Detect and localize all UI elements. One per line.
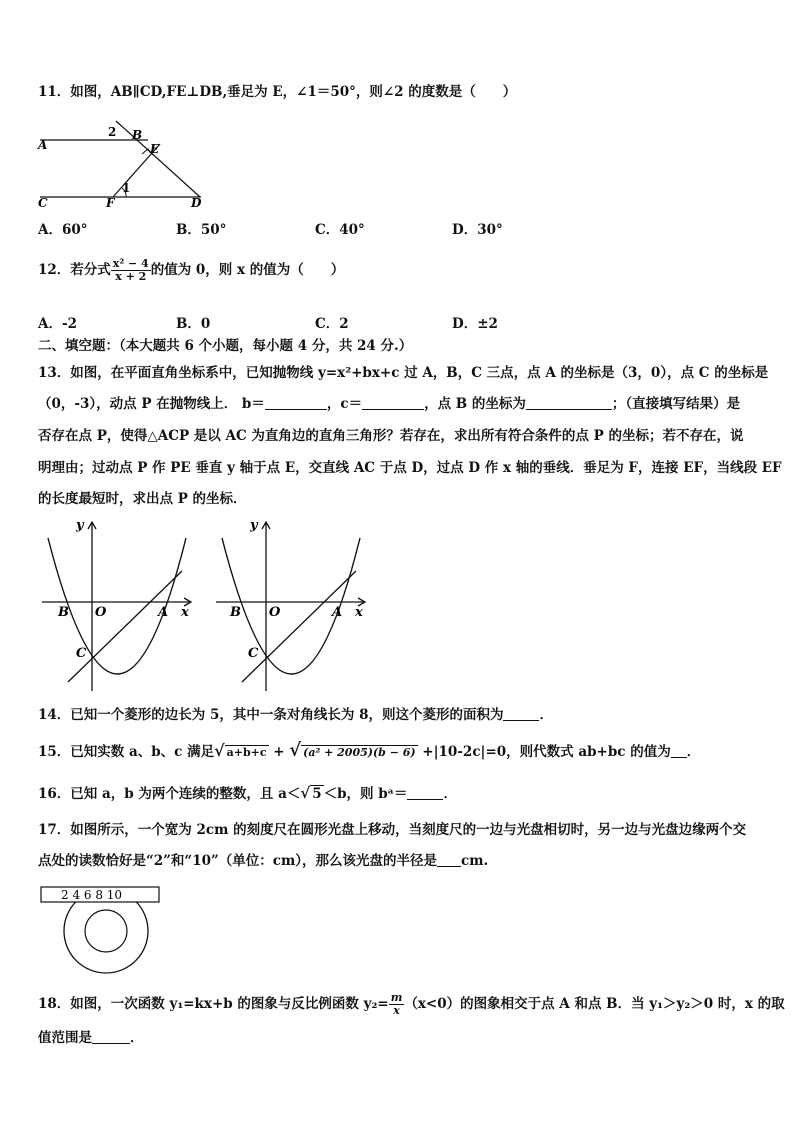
q15-plus: + <box>268 744 290 760</box>
q11-option-c[interactable]: C．40° <box>315 222 365 238</box>
q12-numerator: x² − 4 <box>112 257 149 270</box>
q12-pre: 12．若分式 <box>38 262 111 278</box>
q16-pre: 16．已知 a，b 为两个连续的整数，且 a＜ <box>38 786 301 802</box>
q13-left-y-label: y <box>76 518 84 533</box>
q11-figure <box>36 118 216 210</box>
q17-line1: 17．如图所示，一个宽为 2cm 的刻度尺在圆形光盘上移动，当刻度尺的一边与光盘相切时，另一边与光盘边缘两个交 <box>38 822 747 838</box>
q13-line1: 13．如图，在平面直角坐标系中，已知抛物线 y=x²+bx+c 过 A，B，C 三点，点 A 的坐标是（3，0），点 C 的坐标是 <box>38 365 769 381</box>
q11-stem: 11．如图，AB∥CD,FE⊥DB,垂足为 E，∠1＝50°，则∠2 的度数是（ ） <box>38 84 517 100</box>
q13-right-x-label: x <box>355 605 363 620</box>
q17-blank[interactable] <box>437 852 461 867</box>
q13-line5: 的长度最短时，求出点 P 的坐标． <box>38 491 247 507</box>
section-heading: 二、填空题：（本大题共 6 个小题，每小题 4 分，共 24 分.） <box>38 338 413 354</box>
q17-text: 点处的读数恰好是“2”和“10”（单位：cm），那么该光盘的半径是 <box>38 853 437 869</box>
q13-left-point-b: B <box>58 605 69 620</box>
q12-option-d[interactable]: D．±2 <box>452 316 498 332</box>
q13-graph-left <box>36 516 198 696</box>
q13-right-origin: O <box>269 605 281 620</box>
q13-blank-b[interactable] <box>265 395 327 410</box>
q13-text-b: （0，-3），动点 P 在抛物线上． b＝ <box>38 396 265 412</box>
q15-pre: 15．已知实数 a、b、c 满足 <box>38 744 215 760</box>
q17-unit: cm. <box>461 853 489 869</box>
q16-root: 5 <box>312 786 322 802</box>
q18-fraction <box>389 992 405 1017</box>
q11-label-C: C <box>38 196 48 210</box>
q13-left-point-c: C <box>76 646 87 661</box>
q11-label-E: E <box>150 142 160 156</box>
q11-option-a[interactable]: A．60° <box>38 222 88 238</box>
q13-right-y-label: y <box>250 518 258 533</box>
q18-numerator: m <box>390 991 403 1004</box>
q14-stem <box>38 706 553 724</box>
q16-end: ． <box>443 786 457 802</box>
q12-fraction <box>111 258 151 283</box>
q17-figure <box>36 884 162 976</box>
q16-post: ＜b，则 bᵃ＝ <box>323 786 408 802</box>
q13-line3: 否存在点 P，使得△ACP 是以 AC 为直角边的直角三角形？若存在，求出所有符合条件的点 P 的坐标；若不存在，说 <box>38 428 744 444</box>
q13-line4: 明理由；过动点 P 作 PE 垂直 y 轴于点 E，交直线 AC 于点 D，过点 D 作 x 轴的垂线．垂足为 F，连接 EF，当线段 EF <box>38 460 782 476</box>
q14-text: 14．已知一个菱形的边长为 5，其中一条对角线长为 8，则这个菱形的面积为 <box>38 707 504 723</box>
q11-angle-2: 2 <box>108 125 117 139</box>
q14-end: ． <box>539 707 553 723</box>
q16-stem: 16．已知 a，b 为两个连续的整数，且 a＜√ 5 ＜b，则 bᵃ＝ ． <box>38 784 457 802</box>
q13-blank-point-b[interactable] <box>526 395 612 410</box>
q17-ruler-readings: 2 4 6 8 10 <box>61 888 123 902</box>
q12-option-c[interactable]: C．2 <box>315 316 349 332</box>
q13-graph-right <box>210 516 372 696</box>
q18-blank[interactable] <box>92 1029 130 1044</box>
q13-text-point-b: ，点 B 的坐标为 <box>424 396 526 412</box>
q18-denominator: x <box>393 1004 400 1017</box>
q13-left-origin: O <box>95 605 107 620</box>
q12-stem <box>38 255 344 285</box>
q15-post: +|10-2c|=0，则代数式 ab+bc 的值为 <box>417 744 671 760</box>
q13-line2 <box>38 395 740 413</box>
q18-post: （x<0）的图象相交于点 A 和点 B．当 y₁＞y₂＞0 时，x 的取 <box>404 996 785 1012</box>
q11-option-d[interactable]: D．30° <box>452 222 503 238</box>
q13-blank-c[interactable] <box>362 395 424 410</box>
q13-text-direct: ；（直接填写结果）是 <box>611 396 741 412</box>
q12-option-a[interactable]: A．-2 <box>38 316 77 332</box>
q18-end: ． <box>130 1030 144 1046</box>
q11-label-F: F <box>106 196 115 210</box>
q13-left-x-label: x <box>181 605 189 620</box>
q18-line2 <box>38 1029 144 1047</box>
q12-denominator: x + 2 <box>115 270 147 283</box>
q13-right-point-a: A <box>332 605 343 620</box>
q15-stem: 15．已知实数 a、b、c 满足√ a+b+c + √ (a² + 2005)(b − 6) +|10-2c|=0，则代数式 ab+bc 的值为 ． <box>38 740 701 761</box>
q13-left-point-a: A <box>158 605 169 620</box>
q15-root2: (a² + 2005)(b − 6) <box>303 746 416 759</box>
q15-root1: a+b+c <box>226 746 267 759</box>
q18-text: 值范围是 <box>38 1030 92 1046</box>
q11-label-B: B <box>132 128 143 142</box>
q11-angle-1: 1 <box>122 181 131 195</box>
q18-line1 <box>38 989 785 1019</box>
q17-line2 <box>38 852 488 870</box>
q14-blank[interactable] <box>503 706 539 721</box>
q12-option-b[interactable]: B．0 <box>176 316 211 332</box>
q18-pre: 18．如图，一次函数 y₁=kx+b 的图象与反比例函数 y₂= <box>38 996 389 1012</box>
q15-blank[interactable] <box>671 743 687 758</box>
q11-option-b[interactable]: B．50° <box>176 222 227 238</box>
q13-right-point-b: B <box>230 605 241 620</box>
q16-blank[interactable] <box>407 785 443 800</box>
q15-end: ． <box>686 744 701 760</box>
q11-label-A: A <box>38 138 48 152</box>
q13-text-c: ，c＝ <box>326 396 363 412</box>
q11-label-D: D <box>191 196 202 210</box>
q12-post: 的值为 0，则 x 的值为（ ） <box>150 262 345 278</box>
q13-right-point-c: C <box>248 646 259 661</box>
